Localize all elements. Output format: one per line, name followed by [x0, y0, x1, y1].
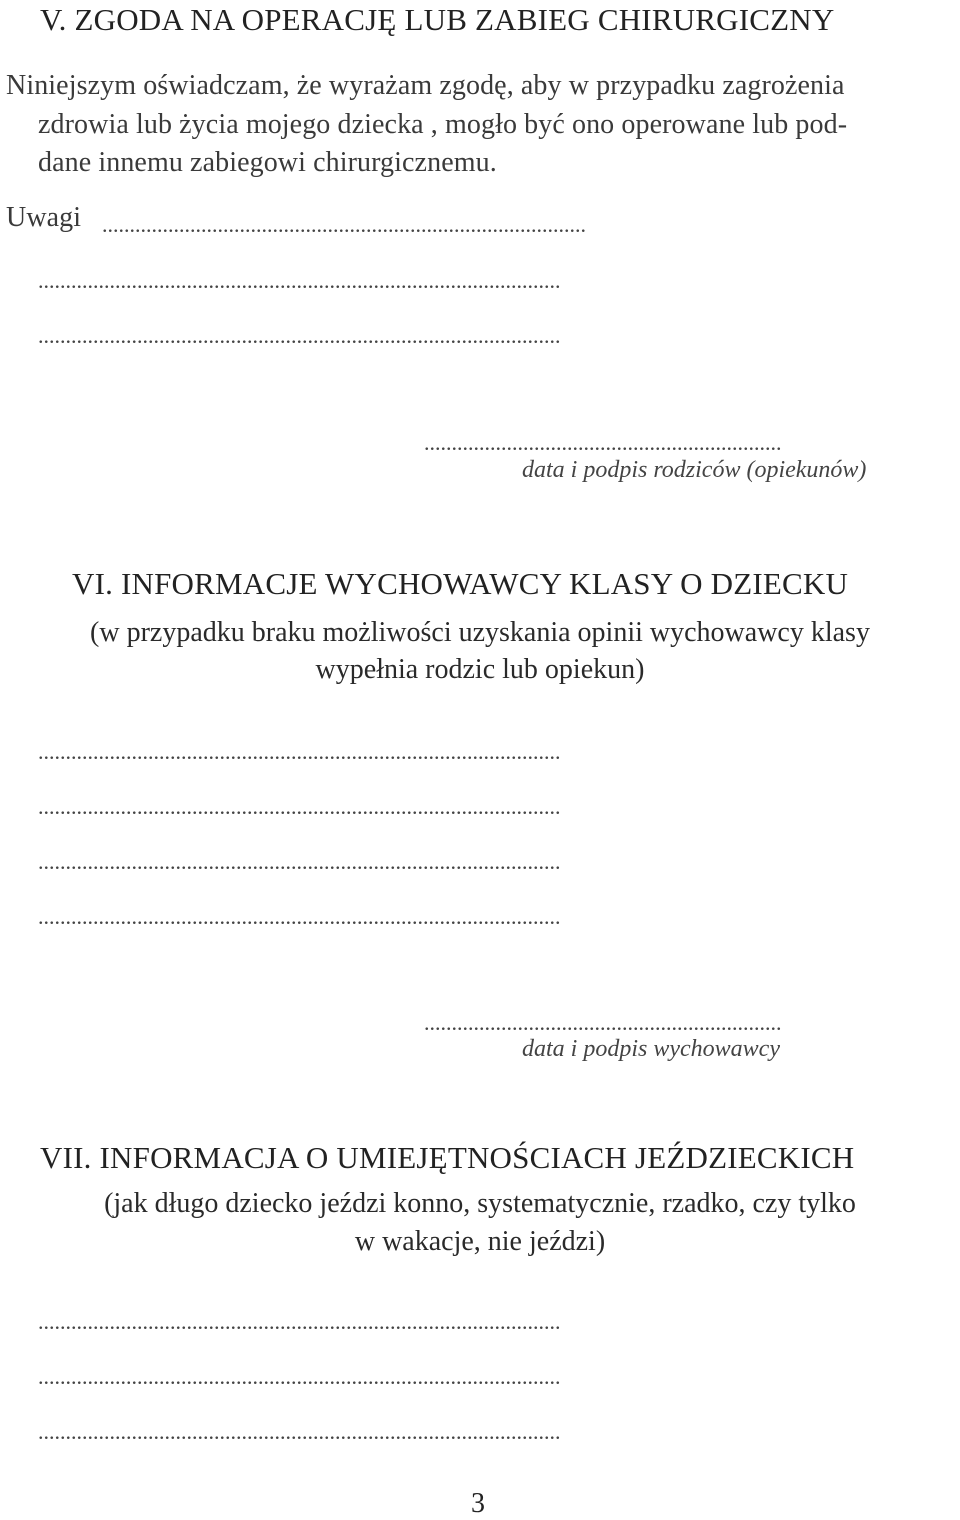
section-5-heading: V. ZGODA NA OPERACJĘ LUB ZABIEG CHIRURGICZNY [40, 2, 835, 37]
section-5-text-line-1: Niniejszym oświadczam, że wyrażam zgodę, aby w przypadku zagrożenia [6, 70, 845, 101]
parents-signature-field[interactable]: ................................................................. [424, 430, 782, 455]
teacher-signature-label: data i podpis wychowawcy [522, 1036, 780, 1062]
teacher-signature-field[interactable]: ................................................................. [424, 1010, 782, 1035]
parents-signature-label: data i podpis rodziców (opiekunów) [522, 457, 867, 483]
remarks-label-text: Uwagi [6, 202, 82, 233]
remarks-field-line-2[interactable]: ............................................................................................... [38, 268, 561, 293]
teacher-info-field-line-4[interactable]: ............................................................................................... [38, 904, 561, 929]
section-6-subtitle-line-1: (w przypadku braku możliwości uzyskania opinii wychowawcy klasy [90, 617, 870, 648]
riding-skills-field-line-3[interactable]: ............................................................................................... [38, 1419, 561, 1444]
teacher-info-field-line-1[interactable]: ............................................................................................... [38, 739, 561, 764]
section-5-text-line-2: zdrowia lub życia mojego dziecka , mogło być ono operowane lub pod- [38, 109, 848, 140]
teacher-info-field-line-2[interactable]: ............................................................................................... [38, 794, 561, 819]
remarks-field-line-3[interactable]: ............................................................................................... [38, 323, 561, 348]
riding-skills-field-line-2[interactable]: ............................................................................................... [38, 1364, 561, 1389]
section-6-subtitle-line-2: wypełnia rodzic lub opiekun) [315, 654, 645, 685]
remarks-field-line-1[interactable]: ........................................................................................ [102, 212, 586, 237]
section-5-text-line-3: dane innemu zabiegowi chirurgicznemu. [38, 147, 497, 178]
teacher-info-field-line-3[interactable]: ............................................................................................... [38, 849, 561, 874]
section-7-subtitle-line-2: w wakacje, nie jeździ) [354, 1226, 606, 1257]
page-number: 3 [471, 1488, 485, 1519]
remarks-label [6, 202, 81, 234]
section-7-heading: VII. INFORMACJA O UMIEJĘTNOŚCIACH JEŹDZIECKICH [40, 1140, 855, 1175]
section-6-heading: VI. INFORMACJE WYCHOWAWCY KLASY O DZIECKU [72, 566, 849, 601]
section-7-subtitle-line-1: (jak długo dziecko jeździ konno, systematycznie, rzadko, czy tylko [104, 1188, 856, 1219]
riding-skills-field-line-1[interactable]: ............................................................................................... [38, 1309, 561, 1334]
